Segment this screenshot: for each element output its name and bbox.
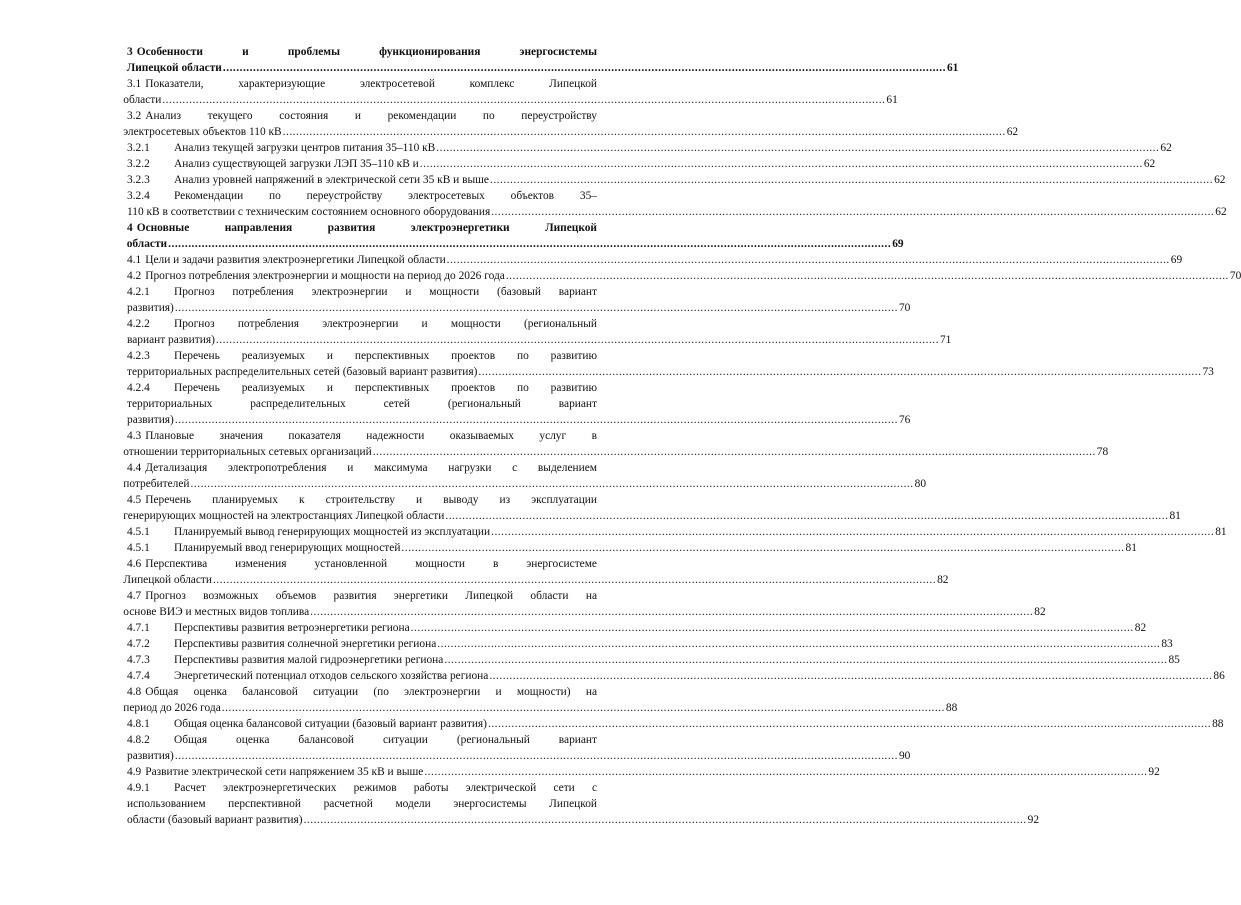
toc-entry-title-line: вариант развития) — [127, 334, 215, 346]
toc-entry-number: 4.2.2 — [127, 318, 150, 330]
toc-entry[interactable] — [127, 252, 1183, 268]
toc-entry-title-line: 110 кВ в соответствии с техническим состоянием основного оборудования — [127, 206, 491, 218]
dot-leader — [191, 476, 914, 492]
toc-entry-number: 4.9 — [127, 766, 142, 778]
toc-page-number: 70 — [898, 302, 911, 314]
toc-entry-number: 4.2.4 — [127, 382, 150, 394]
toc-entry[interactable] — [123, 428, 1109, 460]
dot-leader — [420, 156, 1143, 172]
toc-page-number: 62 — [1160, 142, 1172, 154]
toc-entry-number: 4.7.3 — [127, 654, 150, 666]
toc-entry-title-line: Перспективы развития малой гидроэнергетики региона — [174, 654, 444, 666]
toc-entry-title-line: Перспективы развития ветроэнергетики региона — [174, 622, 410, 634]
dot-leader — [491, 204, 1214, 220]
toc-entry-title-line: основе ВИЭ и местных видов топлива — [123, 606, 310, 618]
toc-entry-title-line: использованием перспективной расчетной модели энергосистемы Липецкой — [127, 798, 597, 810]
toc-entry-title-line: потребителей — [123, 478, 190, 490]
toc-entry-title-line: Особенности и проблемы функционирования энергосистемы — [136, 46, 597, 58]
toc-entry[interactable] — [127, 348, 1214, 380]
toc-entry-number: 3.2.1 — [127, 142, 150, 154]
toc-page-number: 90 — [898, 750, 911, 762]
toc-entry-title-line: Липецкой области — [123, 574, 212, 586]
toc-page-number: 61 — [886, 94, 898, 106]
dot-leader — [216, 332, 939, 348]
dot-leader — [447, 252, 1170, 268]
toc-entry[interactable] — [123, 684, 958, 716]
toc-entry-number: 3.2.3 — [127, 174, 150, 186]
dot-leader — [175, 300, 898, 316]
toc-entry-title-line: территориальных распределительных сетей (региональный вариант — [127, 398, 597, 410]
toc-entry[interactable] — [123, 76, 898, 108]
toc-entry-title-line: Общая оценка балансовой ситуации (по электроэнергии и мощности) на — [145, 686, 597, 698]
toc-entry-title-line: Прогноз потребления электроэнергии и мощности (региональный — [174, 318, 597, 330]
toc-page-number: 81 — [1215, 526, 1227, 538]
toc-entry-number: 4.2.1 — [127, 286, 150, 298]
toc-entry-number: 4.4 — [127, 462, 142, 474]
toc-page-number: 92 — [1027, 814, 1040, 826]
toc-page-number: 86 — [1213, 670, 1225, 682]
toc-entry-number: 4.1 — [127, 254, 142, 266]
toc-entry-title-line: Анализ текущего состояния и рекомендации по переустройству — [145, 110, 597, 122]
toc-entry[interactable] — [127, 172, 1226, 188]
dot-leader — [436, 140, 1159, 156]
dot-leader — [424, 764, 1147, 780]
toc-entry-title-line: электросетевых объектов 110 кВ — [123, 126, 282, 138]
toc-entry[interactable] — [123, 492, 1181, 524]
toc-entry-number: 4.2 — [127, 270, 142, 282]
dot-leader — [491, 524, 1214, 540]
toc-entry[interactable] — [127, 716, 1224, 732]
toc-entry-number: 4.3 — [127, 430, 142, 442]
toc-entry-number: 4.5 — [127, 494, 142, 506]
toc-entry-title-line: Планируемый ввод генерирующих мощностей — [174, 542, 401, 554]
dot-leader — [411, 620, 1134, 636]
dot-leader — [175, 412, 898, 428]
dot-leader — [401, 540, 1124, 556]
toc-entry-title-line: Плановые значения показателя надежности оказываемых услуг в — [145, 430, 597, 442]
toc-entry-number: 4.6 — [127, 558, 142, 570]
toc-page-number: 61 — [946, 62, 959, 74]
dot-leader — [162, 92, 885, 108]
dot-leader — [223, 60, 946, 76]
toc-page-number: 82 — [1034, 606, 1046, 618]
toc-entry[interactable] — [127, 140, 1172, 156]
toc-entry-title-line: Цели и задачи развития электроэнергетики Липецкой области — [145, 254, 446, 266]
toc-page-number: 76 — [898, 414, 911, 426]
toc-entry-number: 4.7 — [127, 590, 142, 602]
dot-leader — [444, 652, 1167, 668]
toc-page-number: 73 — [1202, 366, 1214, 378]
toc-entry-title-line: развития) — [127, 302, 174, 314]
toc-entry[interactable] — [127, 652, 1180, 668]
toc-entry-title-line: Перспективы развития солнечной энергетики региона — [174, 638, 437, 650]
toc-entry[interactable] — [123, 108, 1019, 140]
toc-entry-number: 4.8.2 — [127, 734, 150, 746]
toc-entry-number: 3.2.2 — [127, 158, 150, 170]
toc-entry-number: 4.9.1 — [127, 782, 150, 794]
toc-page-number: 70 — [1229, 270, 1241, 282]
dot-leader — [304, 812, 1027, 828]
toc-entry[interactable] — [127, 780, 1040, 828]
toc-entry-title-line: Рекомендации по переустройству электросетевых объектов 35– — [174, 190, 597, 202]
toc-entry[interactable] — [127, 668, 1225, 684]
toc-entry-title-line: Перспектива изменения установленной мощности в энергосистеме — [145, 558, 597, 570]
toc-page-number: 81 — [1125, 542, 1137, 554]
toc-page-number: 62 — [1143, 158, 1156, 170]
toc-page-number: 82 — [1134, 622, 1147, 634]
toc-entry-title-line: Основные направления развития электроэнергетики Липецкой — [136, 222, 597, 234]
toc-page-number: 71 — [939, 334, 952, 346]
toc-entry-number: 3.2.4 — [127, 190, 150, 202]
toc-entry[interactable] — [127, 764, 1160, 780]
toc-entry-number: 4.2.3 — [127, 350, 150, 362]
dot-leader — [490, 172, 1213, 188]
dot-leader — [213, 572, 936, 588]
toc-entry-title-line: Общая оценка балансовой ситуации (региональный вариант — [174, 734, 597, 746]
toc-entry[interactable] — [126, 44, 959, 76]
dot-leader — [488, 716, 1211, 732]
toc-entry-number: 4.7.1 — [127, 622, 150, 634]
toc-entry-number: 4.5.1 — [127, 542, 150, 554]
toc-entry-number: 3.2 — [127, 110, 142, 122]
toc-entry[interactable] — [127, 268, 1241, 284]
table-of-contents — [123, 44, 1241, 828]
toc-page-number: 62 — [1215, 206, 1227, 218]
toc-entry-title-line: Прогноз потребления электроэнергии и мощности на период до 2026 года — [145, 270, 505, 282]
toc-entry-title-line: генерирующих мощностей на электростанциях Липецкой области — [123, 510, 445, 522]
dot-leader — [445, 508, 1168, 524]
dot-leader — [506, 268, 1229, 284]
toc-page-number: 69 — [1170, 254, 1183, 266]
dot-leader — [373, 444, 1096, 460]
toc-entry-title-line: Показатели, характеризующие электросетевой комплекс Липецкой — [145, 78, 597, 90]
toc-page-number: 62 — [1006, 126, 1019, 138]
toc-entry[interactable] — [123, 556, 949, 588]
dot-leader — [478, 364, 1201, 380]
toc-entry-title-line: Развитие электрической сети напряжением 35 кВ и выше — [145, 766, 424, 778]
toc-page-number: 80 — [914, 478, 927, 490]
toc-entry-title-line: Перечень реализуемых и перспективных проектов по развитию — [174, 350, 597, 362]
toc-entry-title-line: Общая оценка балансовой ситуации (базовый вариант развития) — [174, 718, 487, 730]
toc-entry[interactable] — [127, 732, 911, 764]
toc-page-number: 81 — [1169, 510, 1181, 522]
toc-entry-number: 3 — [127, 46, 133, 58]
toc-entry-number: 4.5.1 — [127, 526, 150, 538]
toc-page-number: 62 — [1214, 174, 1226, 186]
toc-entry-title-line: Перечень реализуемых и перспективных проектов по развитию — [174, 382, 597, 394]
toc-entry-title-line: отношении территориальных сетевых организаций — [123, 446, 372, 458]
toc-entry-number: 4.8 — [127, 686, 142, 698]
toc-entry-title-line: Детализация электропотребления и максимума нагрузки с выделением — [145, 462, 597, 474]
toc-entry[interactable] — [127, 620, 1147, 636]
toc-entry[interactable] — [127, 380, 911, 428]
toc-entry-title-line: Анализ существующей загрузки ЛЭП 35–110 кВ и — [174, 158, 419, 170]
toc-entry[interactable] — [127, 284, 911, 316]
toc-entry[interactable] — [127, 316, 952, 348]
toc-entry[interactable] — [127, 188, 1227, 220]
toc-entry-number: 4 — [127, 222, 133, 234]
toc-page-number: 92 — [1148, 766, 1160, 778]
toc-entry-title-line: Прогноз возможных объемов развития энергетики Липецкой области на — [145, 590, 597, 602]
dot-leader — [310, 604, 1033, 620]
toc-entry-title-line: Энергетический потенциал отходов сельского хозяйства региона — [174, 670, 489, 682]
toc-entry[interactable] — [126, 220, 904, 252]
toc-entry[interactable] — [123, 460, 927, 492]
toc-entry-title-line: территориальных распределительных сетей (базовый вариант развития) — [127, 366, 478, 378]
toc-page-number: 88 — [1212, 718, 1224, 730]
toc-entry[interactable] — [127, 156, 1156, 172]
dot-leader — [489, 668, 1212, 684]
toc-entry-title-line: Анализ уровней напряжений в электрической сети 35 кВ и выше — [174, 174, 489, 186]
toc-page-number: 78 — [1096, 446, 1109, 458]
toc-entry-title-line: Анализ текущей загрузки центров питания 35–110 кВ — [174, 142, 436, 154]
dot-leader — [175, 748, 898, 764]
toc-entry-title-line: области — [126, 238, 168, 250]
toc-page-number: 69 — [892, 238, 904, 250]
dot-leader — [437, 636, 1160, 652]
toc-entry-title-line: Планируемый вывод генерирующих мощностей из эксплуатации — [174, 526, 491, 538]
toc-entry-title-line: период до 2026 года — [123, 702, 221, 714]
toc-entry-title-line: развития) — [127, 750, 174, 762]
toc-entry[interactable] — [127, 524, 1227, 540]
toc-entry[interactable] — [127, 540, 1137, 556]
toc-entry-number: 4.7.4 — [127, 670, 150, 682]
toc-page-number: 82 — [937, 574, 949, 586]
toc-entry-title-line: Прогноз потребления электроэнергии и мощности (базовый вариант — [174, 286, 597, 298]
toc-entry-title-line: Перечень планируемых к строительству и выводу из эксплуатации — [145, 494, 597, 506]
toc-entry-title-line: области (базовый вариант развития) — [127, 814, 303, 826]
toc-page-number: 85 — [1168, 654, 1180, 666]
toc-entry-title-line: Расчет электроэнергетических режимов работы электрической сети с — [174, 782, 597, 794]
dot-leader — [168, 236, 891, 252]
dot-leader — [222, 700, 945, 716]
toc-entry[interactable] — [123, 588, 1046, 620]
toc-page-number: 88 — [945, 702, 958, 714]
toc-entry-title-line: Липецкой области — [126, 62, 222, 74]
toc-entry-number: 4.8.1 — [127, 718, 150, 730]
toc-entry[interactable] — [127, 636, 1173, 652]
toc-entry-number: 4.7.2 — [127, 638, 150, 650]
toc-entry-number: 3.1 — [127, 78, 142, 90]
toc-page-number: 83 — [1161, 638, 1173, 650]
toc-entry-title-line: развития) — [127, 414, 174, 426]
toc-entry-title-line: области — [123, 94, 162, 106]
dot-leader — [283, 124, 1006, 140]
